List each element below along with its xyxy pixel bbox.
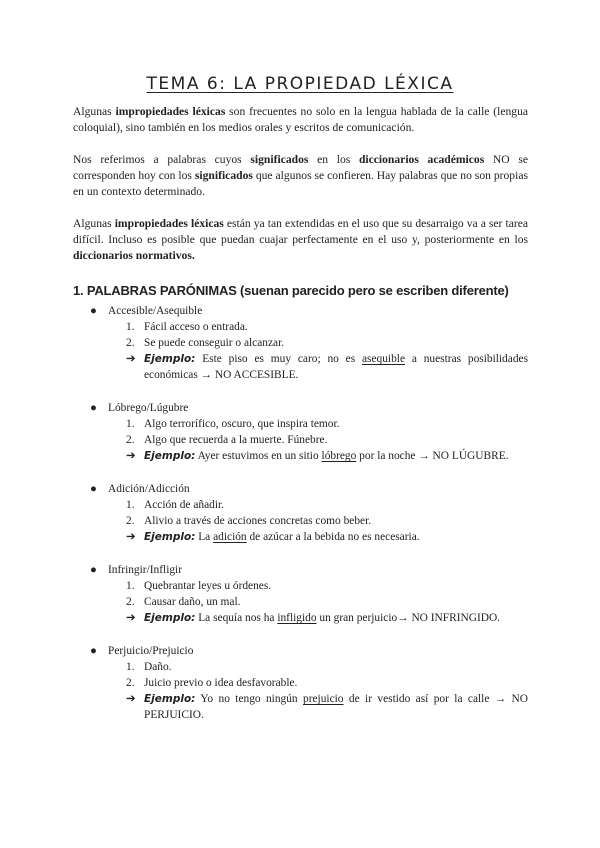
example-word: adición	[213, 531, 247, 543]
bullet-icon: ●	[90, 402, 97, 414]
meaning-item: 1. Acción de añadir.	[126, 499, 225, 511]
entry-pair: ● Adición/Adicción	[90, 483, 190, 495]
example-item: ➔ Ejemplo: La sequía nos ha infligido un gran perjuicio→ NO INFRINGIDO.	[126, 612, 501, 624]
bullet-icon: ●	[90, 645, 97, 657]
arrow-icon: ➔	[126, 612, 136, 624]
meaning-item: 2. Juicio previo o idea desfavorable.	[126, 677, 298, 689]
intro-paragraph-2: Nos referimos a palabras cuyos significados en los diccionarios académicos NO se corresponden hoy con los significados que algunos se confieren. Hay palabras que no son propias en un contexto determinado.	[73, 153, 529, 198]
entry-pair: ● Accesible/Asequible	[90, 305, 203, 317]
arrow-icon: ➔	[126, 353, 136, 365]
meaning-item: 1. Quebrantar leyes u órdenes.	[126, 580, 272, 592]
meaning-item: 1. Daño.	[126, 661, 172, 673]
bullet-icon: ●	[90, 483, 97, 495]
meaning-item: 1. Fácil acceso o entrada.	[126, 321, 248, 333]
example-item: ➔ Ejemplo: Yo no tengo ningún prejuicio de ir vestido así por la calle → NO PERJUICIO.	[126, 693, 529, 721]
meaning-item: 2. Se puede conseguir o alcanzar.	[126, 337, 285, 349]
arrow-icon: ➔	[126, 531, 136, 543]
example-item: ➔ Ejemplo: La adición de azúcar a la bebida no es necesaria.	[126, 531, 420, 543]
bullet-icon: ●	[90, 564, 97, 576]
example-item: ➔ Ejemplo: Ayer estuvimos en un sitio lóbrego por la noche → NO LÚGUBRE.	[126, 450, 509, 462]
example-word: asequible	[362, 353, 406, 365]
example-label: Ejemplo:	[144, 693, 196, 705]
meaning-item: 2. Causar daño, un mal.	[126, 596, 241, 608]
example-item: ➔ Ejemplo: Este piso es muy caro; no es asequible a nuestras posibilidades económicas → NO ACCESIBLE.	[126, 353, 528, 381]
meaning-item: 1. Algo terrorífico, oscuro, que inspira temor.	[126, 418, 340, 430]
example-label: Ejemplo:	[144, 450, 196, 462]
arrow-icon: ➔	[126, 450, 136, 462]
example-label: Ejemplo:	[144, 531, 196, 543]
meaning-item: 2. Algo que recuerda a la muerte. Fúnebre.	[126, 434, 328, 446]
example-label: Ejemplo:	[144, 612, 196, 624]
bullet-icon: ●	[90, 305, 97, 317]
example-label: Ejemplo:	[144, 353, 196, 365]
entry-pair: ● Perjuicio/Prejuicio	[90, 645, 194, 657]
intro-paragraph-1: Algunas impropiedades léxicas son frecuentes no solo en la lengua hablada de la calle (lengua coloquial), sino también en los medios orales y escritos de comunicación.	[73, 105, 529, 134]
example-word: prejuicio	[303, 693, 344, 705]
page-title: TEMA 6: LA PROPIEDAD LÉXICA	[146, 74, 454, 94]
section-heading: 1. PALABRAS PARÓNIMAS (suenan parecido pero se escriben diferente)	[73, 283, 509, 298]
arrow-icon: ➔	[126, 693, 136, 705]
example-word: lóbrego	[321, 450, 357, 462]
example-word: infligido	[277, 612, 317, 624]
entry-pair: ● Infringir/Infligir	[90, 564, 183, 576]
intro-paragraph-3: Algunas impropiedades léxicas están ya tan extendidas en el uso que su desarraigo va a ser tarea difícil. Incluso es posible que puedan cuajar perfectamente en el uso y, posteriormente en los diccionarios normativos.	[73, 217, 528, 262]
entry-pair: ● Lóbrego/Lúgubre	[90, 402, 189, 414]
meaning-item: 2. Alivio a través de acciones concretas como beber.	[126, 515, 372, 527]
